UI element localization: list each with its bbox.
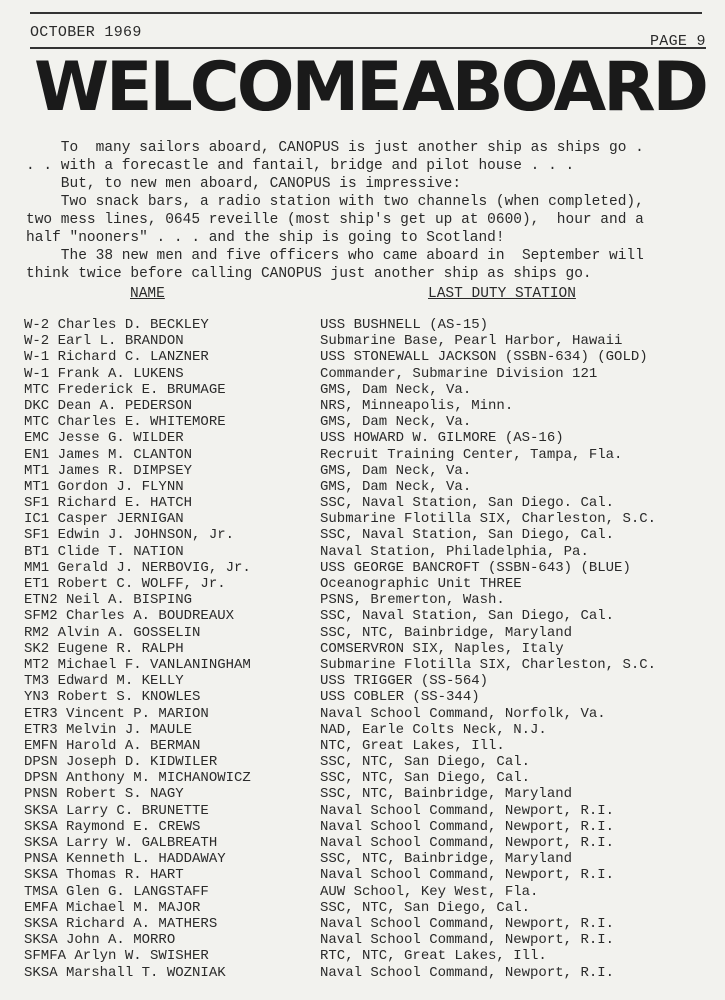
roster-row (0, 447, 725, 463)
roster-last-duty-station: RTC, NTC, Great Lakes, Ill. (320, 948, 547, 965)
roster-row (0, 851, 725, 867)
roster-name: MT1 James R. DIMPSEY (24, 462, 193, 479)
roster-name: MT2 Michael F. VANLANINGHAM (24, 656, 251, 673)
roster-last-duty-station: Naval School Command, Newport, R.I. (320, 802, 615, 819)
column-header-last-duty-station: LAST DUTY STATION (428, 286, 576, 302)
roster-row (0, 900, 725, 916)
roster-last-duty-station: SSC, Naval Station, San Diego, Cal. (320, 527, 615, 544)
roster-row (0, 333, 725, 349)
roster-last-duty-station: USS HOWARD W. GILMORE (AS-16) (320, 430, 564, 447)
roster-name: ETN2 Neil A. BISPING (24, 592, 193, 609)
roster-row (0, 916, 725, 932)
roster-row (0, 527, 725, 543)
roster-row (0, 867, 725, 883)
roster-row (0, 835, 725, 851)
roster-row (0, 673, 725, 689)
roster-row (0, 511, 725, 527)
roster-row (0, 641, 725, 657)
roster-row (0, 948, 725, 964)
roster-row (0, 786, 725, 802)
intro-line: The 38 new men and five officers who came aboard in September will (26, 248, 644, 264)
roster-row (0, 544, 725, 560)
roster-name: ETR3 Melvin J. MAULE (24, 721, 193, 738)
roster-name: ET1 Robert C. WOLFF, Jr. (24, 576, 226, 592)
roster-row (0, 495, 725, 511)
intro-line: think twice before calling CANOPUS just another ship as ships go. (26, 266, 592, 282)
roster-name: SFMFA Arlyn W. SWISHER (24, 948, 209, 965)
roster-row (0, 414, 725, 430)
roster-name: IC1 Casper JERNIGAN (24, 511, 184, 528)
roster-last-duty-station: Naval School Command, Norfolk, Va. (320, 705, 606, 722)
roster-last-duty-station: USS BUSHNELL (AS-15) (320, 317, 489, 333)
roster-name: PNSA Kenneth L. HADDAWAY (24, 851, 226, 868)
roster-row (0, 608, 725, 624)
page-number: PAGE 9 (650, 33, 706, 50)
roster-last-duty-station: Oceanographic Unit THREE (320, 576, 522, 592)
roster-last-duty-station: PSNS, Bremerton, Wash. (320, 592, 505, 609)
roster-last-duty-station: USS GEORGE BANCROFT (SSBN-643) (BLUE) (320, 559, 631, 576)
roster-row (0, 479, 725, 495)
roster-row (0, 819, 725, 835)
roster-last-duty-station: GMS, Dam Neck, Va. (320, 478, 472, 495)
headline-word-aboard: ABOARD (402, 48, 706, 127)
roster-name: EMC Jesse G. WILDER (24, 430, 184, 447)
roster-last-duty-station: SSC, Naval Station, San Diego. Cal. (320, 495, 615, 512)
roster-name: MTC Frederick E. BRUMAGE (24, 381, 226, 398)
roster-name: SKSA Raymond E. CREWS (24, 818, 201, 835)
roster-row (0, 382, 725, 398)
headline-word-welcome: WELCOME (34, 48, 400, 127)
roster-last-duty-station: SSC, Naval Station, San Diego, Cal. (320, 608, 615, 625)
roster-last-duty-station: SSC, NTC, San Diego, Cal. (320, 770, 531, 787)
roster-row (0, 754, 725, 770)
roster-name: SF1 Richard E. HATCH (24, 495, 193, 512)
roster-row (0, 625, 725, 641)
roster-row (0, 932, 725, 948)
roster-name: TMSA Glen G. LANGSTAFF (24, 883, 209, 900)
roster-row (0, 463, 725, 479)
roster-name: PNSN Robert S. NAGY (24, 786, 184, 803)
headline (34, 48, 706, 127)
roster-last-duty-station: COMSERVRON SIX, Naples, Italy (320, 640, 564, 657)
roster-last-duty-station: Naval School Command, Newport, R.I. (320, 867, 615, 884)
roster-row (0, 689, 725, 705)
roster-name: SKSA Richard A. MATHERS (24, 915, 218, 932)
roster-name: SKSA Thomas R. HART (24, 867, 184, 884)
roster-last-duty-station: GMS, Dam Neck, Va. (320, 462, 472, 479)
roster-name: SF1 Edwin J. JOHNSON, Jr. (24, 527, 235, 544)
top-rule (30, 12, 702, 14)
roster-name: W-2 Earl L. BRANDON (24, 333, 184, 350)
roster-last-duty-station: USS TRIGGER (SS-564) (320, 673, 489, 690)
roster-row (0, 592, 725, 608)
roster-row (0, 317, 725, 333)
intro-line: two mess lines, 0645 reveille (most ship's get up at 0600), hour and a (26, 212, 644, 228)
roster-row (0, 366, 725, 382)
roster-last-duty-station: NTC, Great Lakes, Ill. (320, 737, 505, 754)
roster-last-duty-station: Recruit Training Center, Tampa, Fla. (320, 446, 623, 463)
intro-line: But, to new men aboard, CANOPUS is impressive: (26, 176, 462, 192)
roster-last-duty-station: Commander, Submarine Division 121 (320, 365, 598, 382)
issue-date: OCTOBER 1969 (30, 24, 142, 41)
roster-name: YN3 Robert S. KNOWLES (24, 689, 201, 706)
roster-row (0, 803, 725, 819)
roster-last-duty-station: NAD, Earle Colts Neck, N.J. (320, 721, 547, 738)
roster-name: MM1 Gerald J. NERBOVIG, Jr. (24, 559, 251, 576)
roster-last-duty-station: Naval School Command, Newport, R.I. (320, 915, 615, 932)
roster-name: SKSA Larry C. BRUNETTE (24, 802, 209, 819)
roster-row (0, 738, 725, 754)
roster-last-duty-station: Naval School Command, Newport, R.I. (320, 835, 615, 851)
roster-row (0, 884, 725, 900)
roster-name: SFM2 Charles A. BOUDREAUX (24, 608, 235, 625)
roster-name: DPSN Anthony M. MICHANOWICZ (24, 770, 251, 787)
roster-row (0, 722, 725, 738)
intro-line: Two snack bars, a radio station with two channels (when completed), (26, 194, 644, 210)
roster-last-duty-station: SSC, NTC, San Diego, Cal. (320, 899, 531, 916)
roster-row (0, 430, 725, 446)
roster-last-duty-station: Submarine Base, Pearl Harbor, Hawaii (320, 333, 623, 350)
intro-paragraphs (26, 139, 706, 283)
roster-row (0, 560, 725, 576)
roster-name: EN1 James M. CLANTON (24, 446, 193, 463)
roster-name: DPSN Joseph D. KIDWILER (24, 754, 218, 771)
roster-name: MT1 Gordon J. FLYNN (24, 478, 184, 495)
roster-row (0, 657, 725, 673)
roster-name: DKC Dean A. PEDERSON (24, 397, 193, 414)
roster-last-duty-station: SSC, NTC, San Diego, Cal. (320, 754, 531, 771)
roster-last-duty-station: USS COBLER (SS-344) (320, 689, 480, 706)
roster-row (0, 576, 725, 592)
roster-list (0, 317, 725, 981)
roster-name: RM2 Alvin A. GOSSELIN (24, 624, 201, 641)
roster-last-duty-station: Naval School Command, Newport, R.I. (320, 932, 615, 949)
roster-last-duty-station: USS STONEWALL JACKSON (SSBN-634) (GOLD) (320, 349, 648, 366)
roster-row (0, 349, 725, 365)
roster-name: ETR3 Vincent P. MARION (24, 705, 209, 722)
roster-name: EMFA Michael M. MAJOR (24, 899, 201, 916)
roster-name: TM3 Edward M. KELLY (24, 673, 184, 690)
roster-last-duty-station: GMS, Dam Neck, Va. (320, 381, 472, 398)
roster-name: W-1 Frank A. LUKENS (24, 365, 184, 382)
roster-row (0, 706, 725, 722)
intro-line: . . with a forecastle and fantail, bridge and pilot house . . . (26, 158, 575, 174)
roster-last-duty-station: SSC, NTC, Bainbridge, Maryland (320, 851, 573, 868)
intro-line: To many sailors aboard, CANOPUS is just another ship as ships go . (26, 140, 644, 156)
roster-name: BT1 Clide T. NATION (24, 543, 184, 560)
roster-name: EMFN Harold A. BERMAN (24, 737, 201, 754)
roster-last-duty-station: Submarine Flotilla SIX, Charleston, S.C. (320, 656, 657, 673)
roster-row (0, 965, 725, 981)
roster-name: SK2 Eugene R. RALPH (24, 640, 184, 657)
roster-name: SKSA John A. MORRO (24, 932, 176, 949)
roster-last-duty-station: NRS, Minneapolis, Minn. (320, 397, 514, 414)
roster-last-duty-station: Naval Station, Philadelphia, Pa. (320, 543, 589, 560)
roster-last-duty-station: Submarine Flotilla SIX, Charleston, S.C. (320, 511, 657, 528)
roster-last-duty-station: Naval School Command, Newport, R.I. (320, 818, 615, 835)
roster-last-duty-station: AUW School, Key West, Fla. (320, 883, 539, 900)
roster-last-duty-station: Naval School Command, Newport, R.I. (320, 964, 615, 981)
roster-name: SKSA Larry W. GALBREATH (24, 835, 218, 851)
roster-row (0, 770, 725, 786)
roster-name: W-1 Richard C. LANZNER (24, 349, 209, 366)
roster-last-duty-station: GMS, Dam Neck, Va. (320, 414, 472, 431)
column-header-name: NAME (130, 286, 165, 302)
intro-line: half "nooners" . . . and the ship is going to Scotland! (26, 230, 505, 246)
roster-name: MTC Charles E. WHITEMORE (24, 414, 226, 431)
roster-row (0, 398, 725, 414)
roster-last-duty-station: SSC, NTC, Bainbridge, Maryland (320, 624, 573, 641)
roster-last-duty-station: SSC, NTC, Bainbridge, Maryland (320, 786, 573, 803)
roster-name: SKSA Marshall T. WOZNIAK (24, 964, 226, 981)
roster-name: W-2 Charles D. BECKLEY (24, 317, 209, 333)
